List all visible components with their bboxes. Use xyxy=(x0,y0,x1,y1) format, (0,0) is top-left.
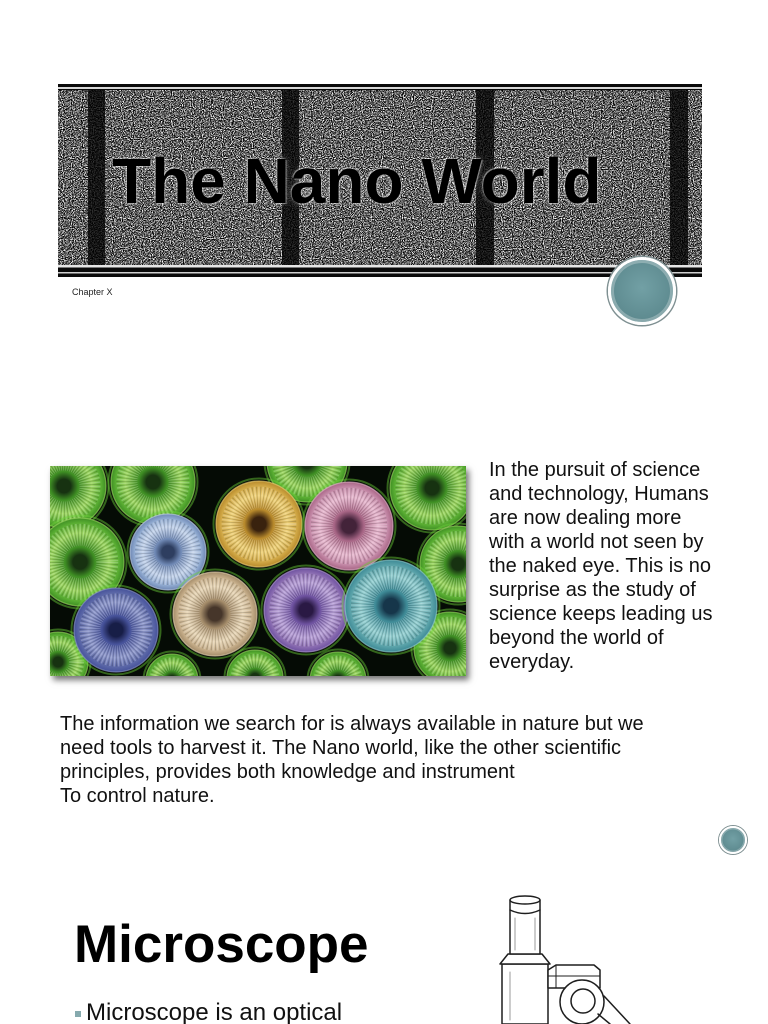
slide-title: The Nano World xyxy=(112,145,602,217)
banner-bottom-rule xyxy=(58,265,702,268)
body-paragraph-line: The information we search for is always available in nature but we xyxy=(60,713,644,735)
side-paragraph-line: the naked eye. This is no xyxy=(489,555,711,577)
cell-violet xyxy=(262,566,351,655)
side-paragraph-line: and technology, Humans xyxy=(489,483,709,505)
slide-subtitle: Chapter X xyxy=(72,287,113,297)
bullet-item xyxy=(74,1001,374,1024)
side-paragraph-line: beyond the world of xyxy=(489,627,664,649)
cell-tan xyxy=(171,570,260,659)
side-paragraph-line: science keeps leading us xyxy=(489,603,713,625)
body-paragraph-line: To control nature. xyxy=(60,785,215,807)
banner-bottom-rule-2 xyxy=(58,272,702,274)
slide-heading: Microscope xyxy=(74,915,369,974)
cell-teal xyxy=(343,558,440,655)
circle-ornament-small xyxy=(719,826,747,854)
side-paragraph-line: surprise as the study of xyxy=(489,579,696,601)
eyepiece-lens xyxy=(510,896,540,904)
body-paragraph-line: principles, provides both knowledge and instrument xyxy=(60,761,515,783)
bullet-text: Microscope is an optical xyxy=(86,1001,343,1024)
cells-micrograph-image xyxy=(50,466,466,676)
banner-top-rule xyxy=(58,87,702,89)
circle-ornament xyxy=(608,257,676,325)
microscope-collar xyxy=(500,954,550,964)
cell-navy xyxy=(72,586,161,675)
side-paragraph-line: everyday. xyxy=(489,651,575,673)
focus-knob xyxy=(560,980,604,1024)
side-paragraph-line: In the pursuit of science xyxy=(489,459,701,481)
cell-yellow xyxy=(214,479,305,570)
side-paragraph-line: with a world not seen by xyxy=(489,531,704,553)
side-paragraph-line: are now dealing more xyxy=(489,507,682,529)
microscope-stand xyxy=(502,964,548,1024)
bullet-marker xyxy=(75,1011,81,1017)
body-paragraph-line: need tools to harvest it. The Nano world, like the other scientific xyxy=(60,737,622,759)
side-paragraph xyxy=(489,458,712,674)
body-paragraph xyxy=(60,712,644,808)
microscope-illustration xyxy=(490,890,640,1024)
